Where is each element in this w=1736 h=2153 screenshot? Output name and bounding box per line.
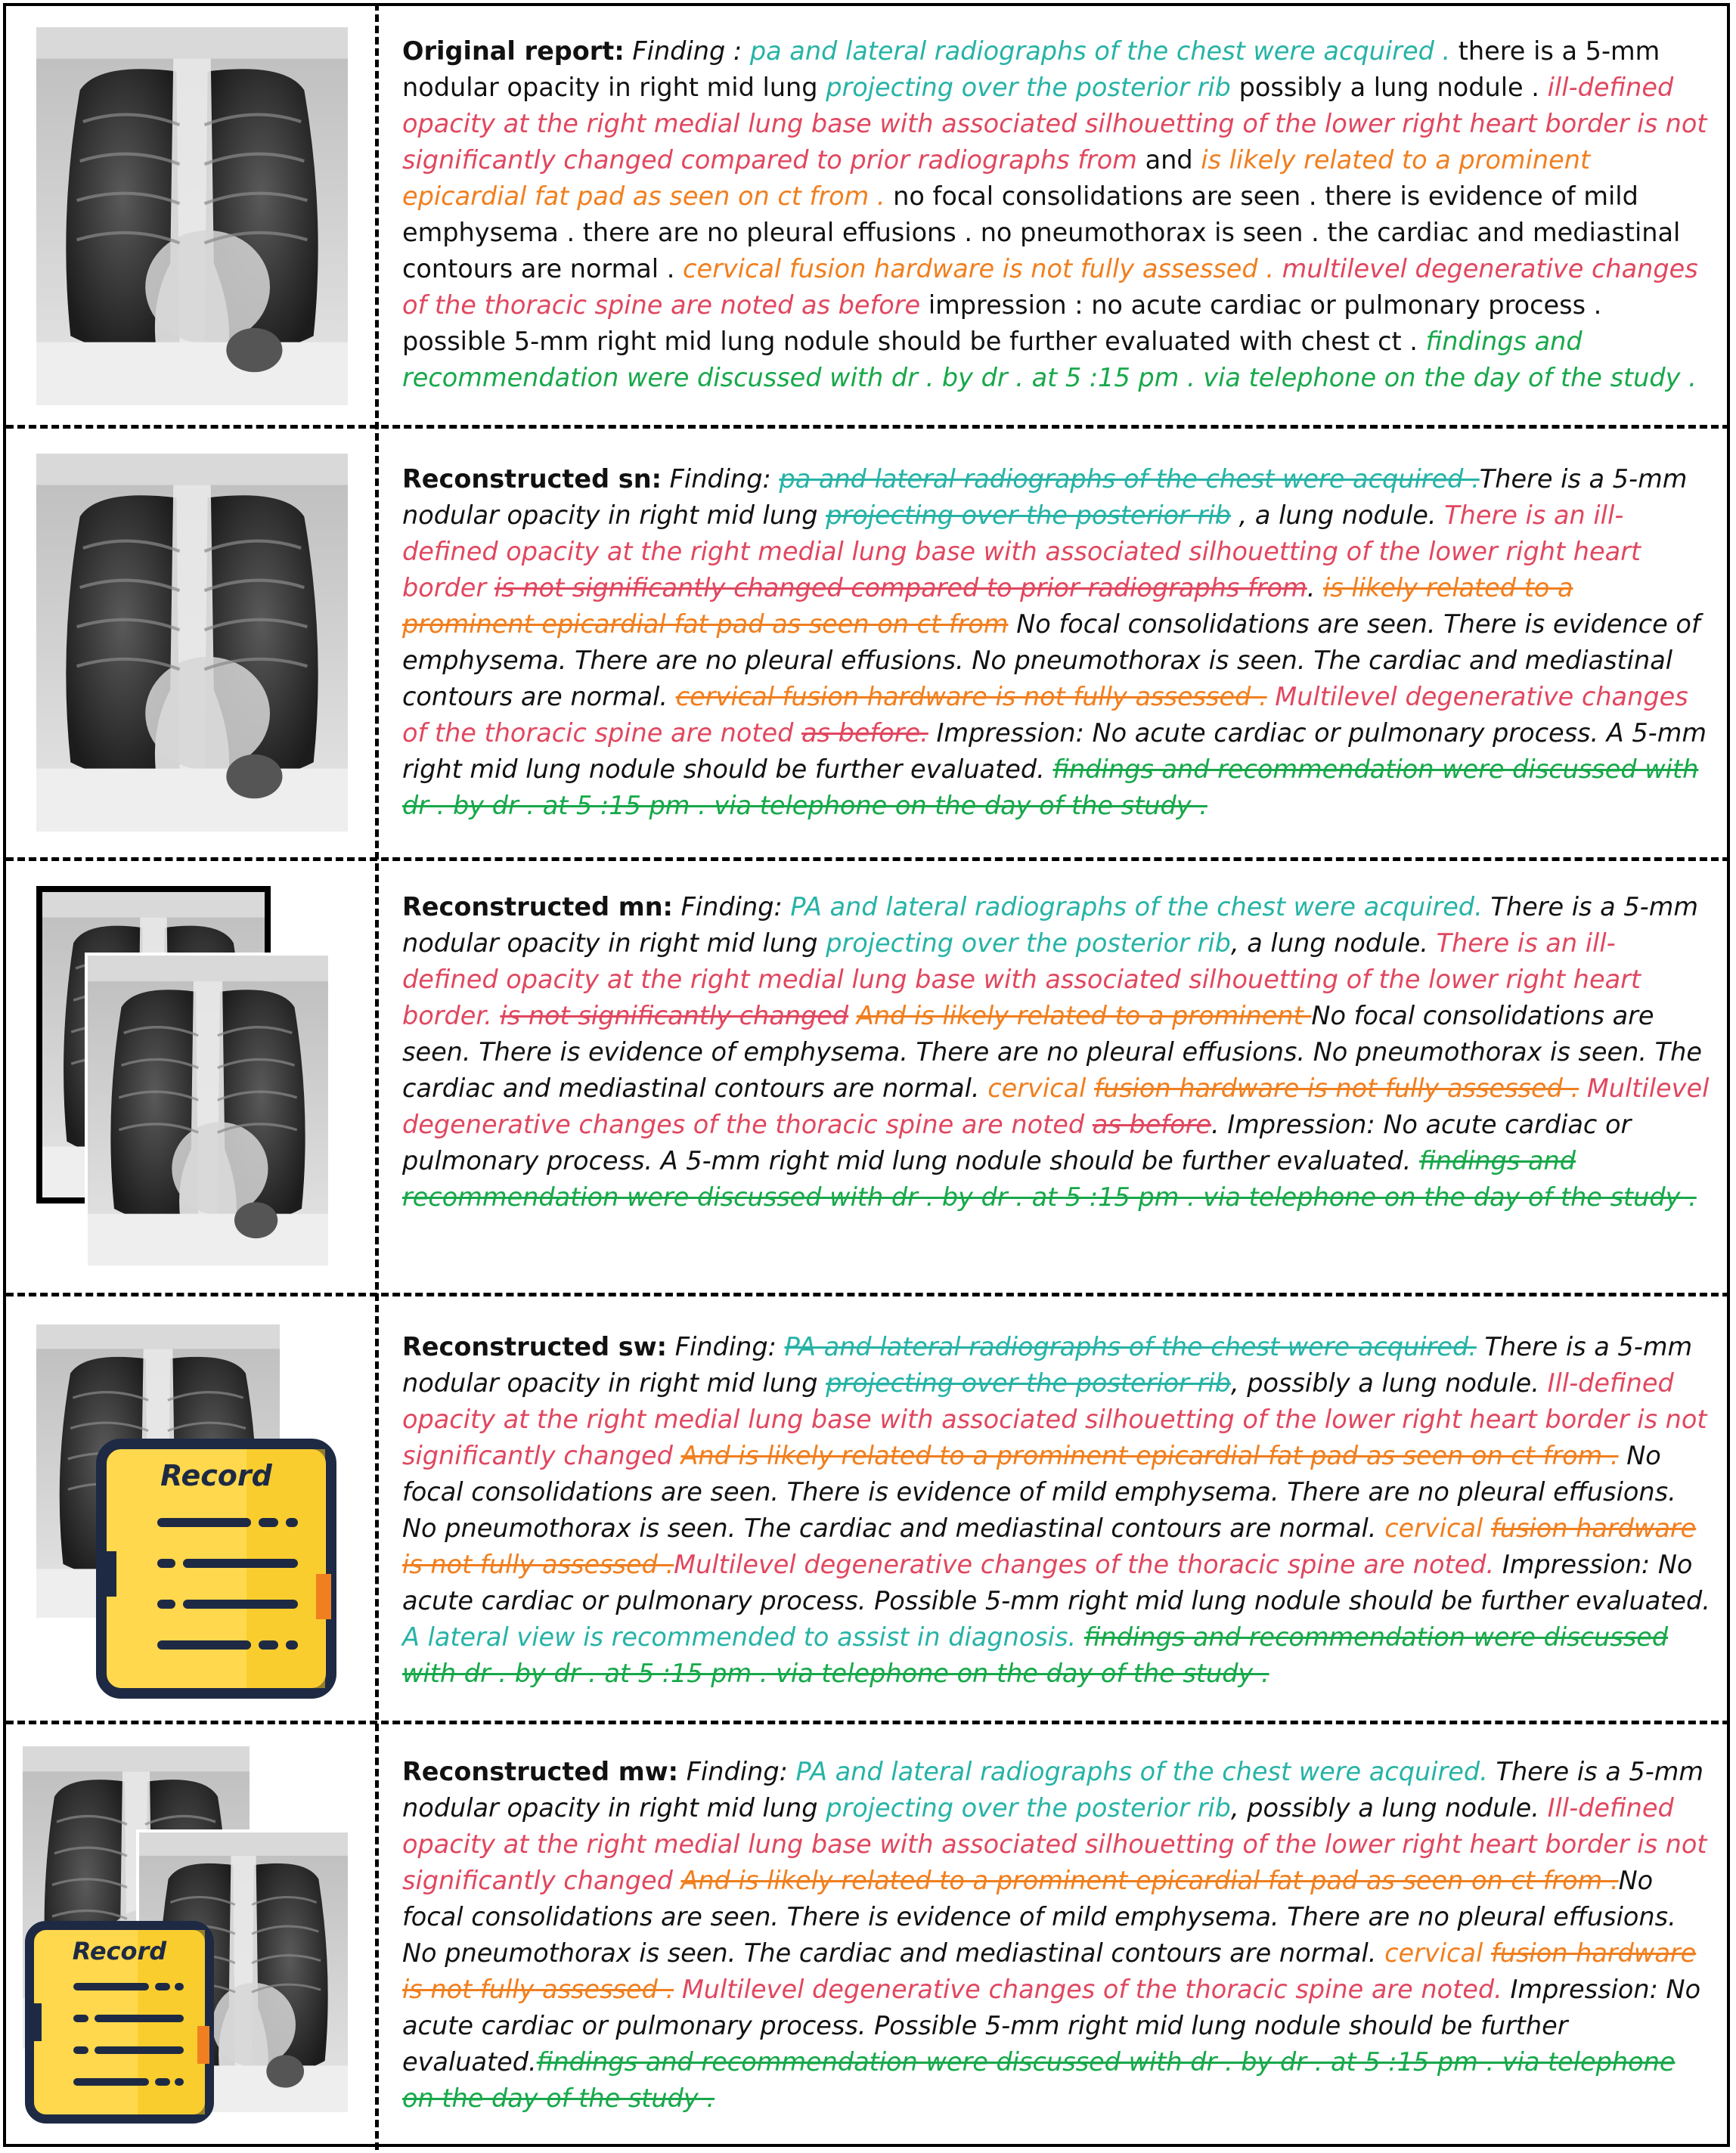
panel-title: Reconstructed sw: (402, 1332, 668, 1362)
report-segment: findings and recommendation were discussed with dr . by dr . at 5 :15 pm . via telephone on the day of the study . (402, 1146, 1697, 1212)
report-segment: Finding : (624, 36, 750, 66)
report-segment: projecting over the posterior rib (826, 1368, 1231, 1398)
report-segment: Multilevel degenerative changes of the thoracic spine are noted. (674, 1550, 1495, 1579)
report-segment: Finding: (661, 464, 780, 494)
report-segment: is not significantly changed (500, 1001, 849, 1030)
panel-title: Original report: (402, 36, 625, 66)
report-segment: There is a 5-mm nodular opacity in right mid lung (402, 892, 1698, 958)
report-segment: fusion hardware is not fully assessed . (402, 1513, 1697, 1579)
report-segment: projecting over the posterior rib (826, 1793, 1231, 1823)
report-segment: There is a 5-mm nodular opacity in right mid lung (402, 464, 1688, 530)
report-segment: There is an ill-defined opacity at the right medial lung base with associated silhouetting of the lower right heart border (402, 500, 1641, 603)
report-segment: findings and recommendation were discussed with dr . by dr . at 5 :15 pm . via telephone on the day of the study . (402, 1622, 1669, 1688)
report-segment: findings and recommendation were discussed with dr . by dr . at 5 :15 pm . via telephone on the day of the study . (402, 754, 1699, 820)
report-segment: And is likely related to a prominent epicardial fat pad as seen on ct from . (680, 1866, 1619, 1895)
report-segment: projecting over the posterior rib (826, 928, 1231, 958)
record-document-icon (24, 1920, 215, 2124)
reconstructed-mw-text (402, 1754, 1710, 2117)
report-segment: as before (1092, 1110, 1211, 1139)
report-segment: , possibly a lung nodule. (1230, 1368, 1548, 1398)
report-segment: multilevel degenerative changes of the thoracic spine are noted as before (402, 254, 1698, 320)
report-segment: There is a 5-mm nodular opacity in right mid lung (402, 1757, 1704, 1823)
report-segment: , a lung nodule. (1230, 500, 1445, 530)
report-segment (1267, 682, 1276, 711)
chest-xray-image (36, 27, 348, 405)
report-segment: , a lung nodule. (1230, 928, 1437, 958)
report-segment: pa and lateral radiographs of the chest were acquired . (749, 36, 1451, 66)
report-segment (1274, 254, 1282, 283)
report-segment: findings and recommendation were discussed with dr . by dr . at 5 :15 pm . via telephone on the day of the study . (402, 2047, 1676, 2113)
report-segment: Finding: (672, 892, 791, 922)
report-segment: possibly a lung nodule . (1230, 73, 1548, 102)
report-segment: No focal consolidations are seen. There is evidence of mild emphysema. There are no pleural effusions. No pneumothorax is seen. The cardiac and mediastinal contours are normal. (402, 1441, 1676, 1543)
reconstructed-mn-text (402, 889, 1710, 1216)
report-segment: PA and lateral radiographs of the chest were acquired. (795, 1757, 1488, 1786)
report-segment: projecting over the posterior rib (826, 500, 1231, 530)
report-segment: projecting over the posterior rib (826, 73, 1231, 102)
row-divider-4 (6, 1721, 1730, 1724)
report-segment: No focal consolidations are seen. There is evidence of emphysema. There are no pleural effusions. No pneumothorax is seen. The cardiac and mediastinal contours are normal. (402, 1001, 1702, 1103)
report-segment: cervical (987, 1073, 1095, 1103)
report-segment (674, 1975, 682, 2004)
report-segment: cervical (1384, 1938, 1491, 1968)
report-segment: Ill-defined opacity at the right medial lung base with associated silhouetting of the lower right heart border is not significantly changed (402, 1793, 1707, 1895)
report-segment: impression : no acute cardiac or pulmonary process . possible 5-mm right mid lung nodule should be further evaluated with chest ct . (402, 290, 1602, 356)
report-segment: There is a 5-mm nodular opacity in right mid lung (402, 1332, 1693, 1398)
report-segment: pa and lateral radiographs of the chest were acquired . (779, 464, 1480, 494)
report-segment: . Impression: No acute cardiac or pulmonary process. A 5-mm right mid lung nodule should be further evaluated. (402, 1110, 1632, 1176)
chest-xray-image (36, 454, 348, 832)
report-segment (1579, 1073, 1587, 1103)
report-segment: And is likely related to a prominent epicardial fat pad as seen on ct from . (680, 1441, 1619, 1470)
report-segment: is not significantly changed compared to prior radiographs from (494, 573, 1307, 603)
record-label: Record (72, 1937, 167, 1966)
row-divider-1 (6, 425, 1730, 429)
report-segment: cervical fusion hardware is not fully assessed . (683, 254, 1274, 283)
record-label: Record (160, 1459, 272, 1492)
report-segment: PA and lateral radiographs of the chest were acquired. (784, 1332, 1477, 1362)
report-segment: Impression: No acute cardiac or pulmonary process. A 5-mm right mid lung nodule should be further evaluated. (402, 718, 1707, 784)
panel-title: Reconstructed mw: (402, 1757, 679, 1786)
report-segment: as before. (801, 718, 928, 748)
original-report-text (402, 33, 1710, 396)
report-segment: No focal consolidations are seen. There is evidence of mild emphysema. There are no pleural effusions. No pneumothorax is seen. The cardiac and mediastinal contours are normal. (402, 1866, 1676, 1968)
report-segment (1076, 1622, 1084, 1652)
report-segment: no focal consolidations are seen . there is evidence of mild emphysema . there are no pleural effusions . no pneumothorax is seen . the cardiac and mediastinal contours are normal . (402, 181, 1681, 283)
row-divider-2 (6, 857, 1730, 861)
report-segment: Ill-defined opacity at the right medial lung base with associated silhouetting of the lower right heart border is not significantly changed (402, 1368, 1707, 1470)
report-segment: Impression: No acute cardiac or pulmonary process. Possible 5-mm right mid lung nodule should be further evaluated. (402, 1550, 1710, 1616)
record-document-icon (95, 1438, 337, 1699)
report-segment: cervical (1384, 1513, 1491, 1543)
report-segment: , possibly a lung nodule. (1230, 1793, 1548, 1823)
column-divider (375, 3, 379, 2150)
report-segment: ill-defined opacity at the right medial lung base with associated silhouetting of the lower right heart border is not significantly changed compared to prior radiographs from (402, 73, 1707, 175)
chest-xray-front-image (85, 953, 331, 1269)
panel-title: Reconstructed sn: (402, 464, 662, 494)
report-segment: there is a 5-mm nodular opacity in right mid lung (402, 36, 1660, 102)
report-segment: Finding: (667, 1332, 785, 1362)
report-segment: Impression: No acute cardiac or pulmonary process. Possible 5-mm right mid lung nodule should be further evaluated. (402, 1975, 1701, 2077)
report-segment: There is an ill-defined opacity at the right medial lung base with associated silhouetting of the lower right heart border. (402, 928, 1641, 1030)
report-segment: Finding: (678, 1757, 796, 1786)
report-segment: Multilevel degenerative changes of the thoracic spine are noted (402, 682, 1688, 748)
report-segment: And is likely related to a prominent (856, 1001, 1312, 1030)
report-segment: . (1307, 573, 1323, 603)
report-segment: is likely related to a prominent epicardial fat pad as seen on ct from . (402, 145, 1591, 211)
report-segment: findings and recommendation were discussed with dr . by dr . at 5 :15 pm . via telephone on the day of the study . (402, 327, 1697, 392)
report-segment: and (1136, 145, 1201, 175)
report-segment: No focal consolidations are seen. There is evidence of emphysema. There are no pleural effusions. No pneumothorax is seen. The cardiac and mediastinal contours are normal. (402, 609, 1700, 711)
reconstructed-sn-text (402, 461, 1710, 824)
report-segment: PA and lateral radiographs of the chest were acquired. (790, 892, 1483, 922)
report-segment: Multilevel degenerative changes of the thoracic spine are noted. (681, 1975, 1502, 2004)
report-segment: fusion hardware is not fully assessed . (1094, 1073, 1579, 1103)
report-segment: cervical fusion hardware is not fully assessed . (675, 682, 1267, 711)
report-segment: is likely related to a prominent epicardial fat pad as seen on ct from (402, 573, 1573, 639)
row-divider-3 (6, 1293, 1730, 1296)
report-segment: A lateral view is recommended to assist in diagnosis. (402, 1622, 1077, 1652)
reconstructed-sw-text (402, 1329, 1710, 1692)
report-segment: fusion hardware is not fully assessed . (402, 1938, 1697, 2004)
report-segment: Multilevel degenerative changes of the thoracic spine are noted (402, 1073, 1710, 1139)
report-segment (848, 1001, 857, 1030)
panel-title: Reconstructed mn: (402, 892, 673, 922)
